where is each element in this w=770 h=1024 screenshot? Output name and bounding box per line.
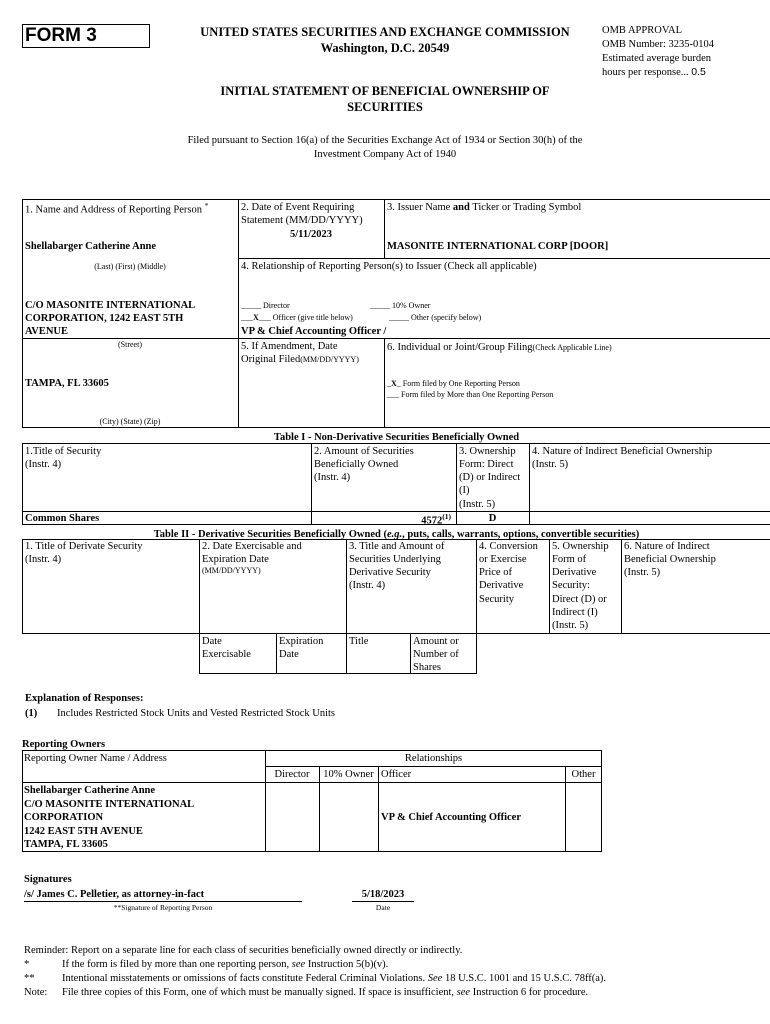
issuer-name: MASONITE INTERNATIONAL CORP [DOOR] xyxy=(387,241,609,252)
t2-col4-l4: Derivative xyxy=(479,580,524,592)
box6-label xyxy=(387,341,612,354)
t2-col4-l5: Security xyxy=(479,593,514,605)
officer-mark: X xyxy=(253,313,259,322)
omb-number: OMB Number: 3235-0104 xyxy=(602,38,714,50)
t2-col3-header xyxy=(349,540,444,593)
agency-location: Washington, D.C. 20549 xyxy=(320,41,450,55)
owner-address xyxy=(24,784,194,852)
t2-col4-l3: Price of xyxy=(479,567,512,579)
ten-pct-option: _____ 10% Owner xyxy=(370,301,431,310)
signatures-heading: Signatures xyxy=(24,874,72,885)
filing-option-more: ___ Form filed by More than One Reporting Person xyxy=(387,390,554,399)
owners-heading: Reporting Owners xyxy=(22,739,106,750)
city-state-zip: TAMPA, FL 33605 xyxy=(25,378,109,389)
t2-sub-amt-l1: Amount or xyxy=(413,636,459,647)
reporting-person-name: Shellabarger Catherine Anne xyxy=(25,241,157,252)
footer-mark-3: Note: xyxy=(24,987,48,998)
name-hint: (Last) (First) (Middle) xyxy=(94,262,166,271)
signature-hint: **Signature of Reporting Person xyxy=(113,903,213,912)
t2-col4-l2: or Exercise xyxy=(479,554,527,566)
t1-col3-l5: (Instr. 5) xyxy=(459,498,496,510)
t1-col1-l1: 1.Title of Security xyxy=(25,446,102,457)
agency-name: UNITED STATES SECURITIES AND EXCHANGE COMMISSION xyxy=(200,25,570,39)
t1-col4-l1: 4. Nature of Indirect Beneficial Ownership xyxy=(532,446,713,457)
t2-col1-l2: (Instr. 4) xyxy=(25,554,62,566)
owners-sub-ten-pct: 10% Owner xyxy=(323,769,374,780)
event-date: 5/11/2023 xyxy=(289,229,332,240)
table1-caption: Table I - Non-Derivative Securities Beneficially Owned xyxy=(273,432,520,443)
owner-addr-l3: CORPORATION xyxy=(24,812,104,824)
signature-date: 5/18/2023 xyxy=(361,889,405,900)
box2-label-2: Statement (MM/DD/YYYY) xyxy=(241,215,363,226)
omb-burden-value: 0.5 xyxy=(691,65,706,78)
explanation-heading: Explanation of Responses: xyxy=(25,693,144,704)
box5-label-pre: Original Filed xyxy=(241,354,301,365)
officer-pre: ___ xyxy=(241,313,253,322)
footer-mark-1: * xyxy=(24,959,30,970)
t2-sub-exp-l1: Expiration xyxy=(279,636,324,647)
t1-amount-value: 4572 xyxy=(421,515,443,527)
owner-addr-l2: C/O MASONITE INTERNATIONAL xyxy=(24,798,195,810)
owner-addr-l1: Shellabarger Catherine Anne xyxy=(24,785,156,796)
reminder-text: Reminder: Report on a separate line for each class of securities beneficially owned directly or indirectly. xyxy=(24,945,463,956)
address-line-2: CORPORATION, 1242 EAST 5TH xyxy=(25,313,184,324)
box3-label-bold: and xyxy=(452,202,470,213)
owners-sub-officer: Officer xyxy=(381,769,412,780)
box4-label: 4. Relationship of Reporting Person(s) to Issuer (Check all applicable) xyxy=(241,261,537,272)
footer-line-2 xyxy=(62,972,606,985)
t2-caption-post: , puts, calls, warrants, options, convertible securities) xyxy=(402,529,640,540)
t1-col1-header xyxy=(25,445,101,471)
t2-col6-header xyxy=(624,540,716,579)
omb-burden-1: Estimated average burden xyxy=(602,52,712,64)
t1-row-form: D xyxy=(488,513,497,524)
opt1-post: _ Form filed by One Reporting Person xyxy=(396,379,520,388)
t2-col5-l3: Derivative xyxy=(552,567,597,579)
t2-col3-l1: 3. Title and Amount of xyxy=(349,541,445,552)
t2-sub-de-l1: Date xyxy=(202,636,222,647)
t1-amount-footnote: (1) xyxy=(442,512,451,521)
footer-l1-pre: If the form is filed by more than one reporting person, xyxy=(62,959,292,970)
t2-col2-small: (MM/DD/YYYY) xyxy=(202,566,261,576)
owners-sub-director: Director xyxy=(274,769,310,780)
filing-option-one xyxy=(387,379,520,389)
t2-col6-l2: Beneficial Ownership xyxy=(624,554,716,566)
box5-label-small: (MM/DD/YYYY) xyxy=(300,355,359,364)
t1-row-amount xyxy=(311,512,451,528)
box3-label-pre: 3. Issuer Name xyxy=(387,202,453,213)
footer-l2-em: See xyxy=(427,973,443,984)
t2-sub-amount xyxy=(413,635,459,674)
officer-title: VP & Chief Accounting Officer / xyxy=(241,326,387,337)
t2-col5-l4: Security: xyxy=(552,580,590,592)
t2-sub-amt-l3: Shares xyxy=(413,662,441,674)
owner-addr-l4: 1242 EAST 5TH AVENUE xyxy=(24,825,143,837)
filed-pursuant-1: Filed pursuant to Section 16(a) of the Securities Exchange Act of 1934 or Section 30(h) of the xyxy=(187,135,583,146)
box1-label-mark: * xyxy=(204,201,209,210)
omb-burden-text: hours per response... xyxy=(602,66,689,78)
box2-label-1: 2. Date of Event Requiring xyxy=(241,202,355,213)
t2-col5-l5: Direct (D) or xyxy=(552,593,607,605)
t2-caption-em: e.g. xyxy=(386,529,403,540)
t1-col2-l1: 2. Amount of Securities xyxy=(314,446,414,457)
t1-col2-header xyxy=(314,445,414,484)
footer-l2-pre: Intentional misstatements or omissions of facts constitute Federal Criminal Violations. xyxy=(62,973,428,984)
box3-label xyxy=(387,201,581,214)
omb-approval: OMB APPROVAL xyxy=(602,25,683,36)
t1-col1-l2: (Instr. 4) xyxy=(25,459,62,471)
t1-col3-l1: 3. Ownership xyxy=(459,446,516,457)
other-option: _____ Other (specify below) xyxy=(389,313,482,322)
t1-col3-l2: Form: Direct xyxy=(459,459,514,471)
owners-col-name: Reporting Owner Name / Address xyxy=(24,753,167,764)
t2-col1-header xyxy=(25,540,143,566)
opt1-pre: _ xyxy=(387,379,391,388)
omb-box xyxy=(602,24,762,80)
t2-caption-pre: Table II - Derivative Securities Beneficially Owned ( xyxy=(153,529,387,540)
form-title-2: SECURITIES xyxy=(347,100,423,114)
omb-burden-2 xyxy=(602,66,762,80)
t2-col5-l1: 5. Ownership xyxy=(552,541,609,552)
t1-col3-l3: (D) or Indirect xyxy=(459,472,521,484)
director-option: _____ Director xyxy=(241,301,290,310)
t2-sub-de-l2: Exercisable xyxy=(202,649,251,661)
t2-sub-amt-l2: Number of xyxy=(413,649,459,661)
t2-col3-l4: (Instr. 4) xyxy=(349,580,386,592)
footnote-number: (1) xyxy=(25,708,38,719)
box6-label-pre: 6. Individual or Joint/Group Filing xyxy=(387,342,533,353)
footer-line-3 xyxy=(62,986,588,999)
t2-sub-exp-l2: Date xyxy=(279,649,299,661)
box5-label-1: 5. If Amendment, Date xyxy=(241,341,338,352)
address-line-1: C/O MASONITE INTERNATIONAL xyxy=(25,300,196,311)
box3-label-post: Ticker or Trading Symbol xyxy=(469,202,582,213)
signature-date-hint: Date xyxy=(375,903,391,912)
t2-col3-l3: Derivative Security xyxy=(349,567,431,579)
t2-col6-l1: 6. Nature of Indirect xyxy=(624,541,710,552)
footer-l3-em: see xyxy=(456,987,471,998)
footer-line-1 xyxy=(62,958,388,971)
officer-option xyxy=(241,313,353,323)
t1-col3-header xyxy=(459,445,520,511)
t2-col6-l3: (Instr. 5) xyxy=(624,567,661,579)
t1-col3-l4: (I) xyxy=(459,485,470,497)
t1-col2-l2: Beneficially Owned xyxy=(314,459,399,471)
owners-sub-other: Other xyxy=(571,769,596,780)
footer-l3-post: Instruction 6 for procedure. xyxy=(470,987,589,998)
officer-post: ___ Officer (give title below) xyxy=(258,313,353,322)
opt1-mark: X xyxy=(391,379,397,388)
footer-mark-2: ** xyxy=(24,973,35,984)
t2-col4-header xyxy=(479,540,538,606)
form-label: FORM 3 xyxy=(22,24,150,48)
box1-label-text: 1. Name and Address of Reporting Person xyxy=(25,204,203,216)
t2-col2-header xyxy=(202,540,302,576)
owners-col-relationships: Relationships xyxy=(404,753,463,764)
t1-col4-header xyxy=(532,445,712,471)
t2-col2-l2: Expiration Date xyxy=(202,554,269,566)
footer-l2-post: 18 U.S.C. 1001 and 15 U.S.C. 78ff(a). xyxy=(442,973,607,984)
signature-name: /s/ James C. Pelletier, as attorney-in-fact xyxy=(24,889,205,900)
t2-col5-header xyxy=(552,540,609,632)
t1-col4-l2: (Instr. 5) xyxy=(532,459,569,471)
t2-col3-l2: Securities Underlying xyxy=(349,554,441,566)
t2-col5-l6: Indirect (I) xyxy=(552,606,598,618)
t2-col4-l1: 4. Conversion xyxy=(479,541,538,552)
street-hint: (Street) xyxy=(118,340,142,349)
footer-l3-pre: File three copies of this Form, one of which must be manually signed. If space is insufficient, xyxy=(62,987,457,998)
filed-pursuant-2: Investment Company Act of 1940 xyxy=(313,149,457,160)
city-hint: (City) (State) (Zip) xyxy=(99,417,161,426)
t1-row-title: Common Shares xyxy=(25,513,100,524)
form-title-1: INITIAL STATEMENT OF BENEFICIAL OWNERSHIP OF xyxy=(220,84,550,98)
t2-col5-l7: (Instr. 5) xyxy=(552,619,589,631)
t2-sub-date-exercisable xyxy=(202,635,251,661)
t1-col2-l3: (Instr. 4) xyxy=(314,472,351,484)
footer-l1-post: Instruction 5(b)(v). xyxy=(305,959,389,970)
owner-officer-title: VP & Chief Accounting Officer xyxy=(381,812,521,823)
box1-label xyxy=(25,201,208,217)
footnote-text: Includes Restricted Stock Units and Vested Restricted Stock Units xyxy=(57,708,336,719)
t2-sub-expiration xyxy=(279,635,323,661)
address-line-3: AVENUE xyxy=(25,326,68,337)
owner-addr-l5: TAMPA, FL 33605 xyxy=(24,839,108,851)
box5-label-2 xyxy=(241,353,359,366)
t2-col5-l2: Form of xyxy=(552,554,587,566)
t2-col2-l1: 2. Date Exercisable and xyxy=(202,541,302,552)
t2-sub-title: Title xyxy=(349,636,369,647)
box6-label-small: (Check Applicable Line) xyxy=(532,343,612,352)
t2-col1-l1: 1. Title of Derivate Security xyxy=(25,541,143,552)
footer-l1-em: see xyxy=(291,959,306,970)
